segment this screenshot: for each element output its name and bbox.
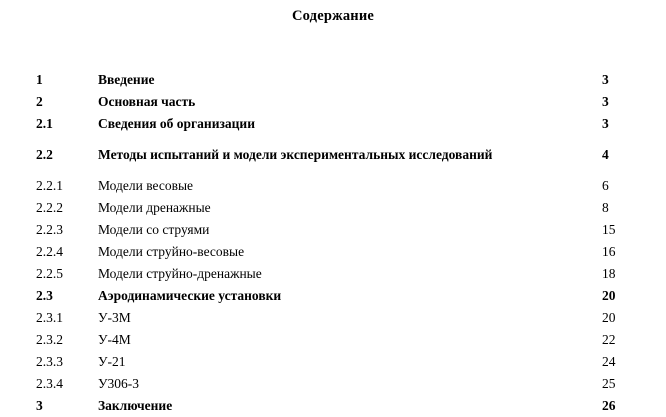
toc-entry-title-text: Модели со струями	[98, 222, 210, 238]
toc-entry-title[interactable]	[98, 245, 602, 259]
toc-entry-page: 24	[602, 354, 616, 370]
toc-entry-number: 3	[36, 398, 43, 414]
toc-entry-title-text: Модели струйно-весовые	[98, 244, 245, 260]
toc-entry-number: 2.2.1	[36, 178, 63, 194]
toc-entry[interactable]	[36, 69, 632, 91]
toc-entry-number: 2.2.2	[36, 200, 63, 216]
toc-entry[interactable]	[36, 241, 632, 263]
toc-entry-title[interactable]	[98, 148, 602, 162]
toc-entry-page: 8	[602, 200, 609, 216]
toc-entry-title[interactable]	[98, 223, 602, 237]
toc-entry-title-text: Модели дренажные	[98, 200, 211, 216]
toc-entry[interactable]	[36, 395, 632, 417]
toc-entry[interactable]	[36, 263, 632, 285]
toc-entry-title-text: У-21	[98, 354, 126, 370]
toc-entry-title[interactable]	[98, 311, 602, 325]
toc-entry[interactable]	[36, 91, 632, 113]
toc-entry-title[interactable]	[98, 267, 602, 281]
toc-entry-page: 16	[602, 244, 616, 260]
toc-entry[interactable]	[36, 219, 632, 241]
toc-entry-number: 2.2.4	[36, 244, 63, 260]
toc-entry-page: 6	[602, 178, 609, 194]
toc-entry-title[interactable]	[98, 289, 602, 303]
toc-entry-number: 2.2	[36, 147, 53, 163]
toc-entry-page: 3	[602, 94, 609, 110]
toc-entry-title-text: Введение	[98, 72, 155, 88]
toc-entry-page: 26	[602, 398, 616, 414]
toc-entry-title[interactable]	[98, 399, 602, 413]
toc-entry[interactable]	[36, 197, 632, 219]
toc-entry-page: 18	[602, 266, 616, 282]
toc-entry-title-text: Аэродинамические установки	[98, 288, 282, 304]
toc-entry-title-text: Сведения об организации	[98, 116, 255, 132]
toc-entry-title[interactable]	[98, 179, 602, 193]
toc-entry-number: 2.1	[36, 116, 53, 132]
toc-entry-page: 22	[602, 332, 616, 348]
toc-entry-page: 20	[602, 288, 616, 304]
toc-entry-title-text: Основная часть	[98, 94, 196, 110]
toc-entry-title-text: Модели весовые	[98, 178, 194, 194]
toc-entry-title[interactable]	[98, 355, 602, 369]
toc-entry-number: 2.3	[36, 288, 53, 304]
toc-entry-number: 2.3.1	[36, 310, 63, 326]
toc-entry-title-text: У306-3	[98, 376, 140, 392]
toc-entry-title[interactable]	[98, 117, 602, 131]
toc-entry-number: 2.3.3	[36, 354, 63, 370]
toc-entry-title-text: У-4М	[98, 332, 131, 348]
toc-entry-number: 2.3.4	[36, 376, 63, 392]
toc-entry-number: 2.3.2	[36, 332, 63, 348]
toc-entry-page: 25	[602, 376, 616, 392]
toc-entry[interactable]	[36, 135, 632, 175]
toc-entry-page: 20	[602, 310, 616, 326]
toc-entry-title[interactable]	[98, 95, 602, 109]
toc-entry-title-text: Модели струйно-дренажные	[98, 266, 262, 282]
toc-entry-page: 3	[602, 116, 609, 132]
table-of-contents	[0, 69, 666, 417]
toc-entry-title[interactable]	[98, 377, 602, 391]
toc-entry-number: 2.2.5	[36, 266, 63, 282]
toc-entry-title-text: Методы испытаний и модели экспериментальных исследований	[98, 147, 493, 163]
toc-entry-title-text: У-3М	[98, 310, 131, 326]
page-title: Содержание	[291, 8, 375, 24]
toc-entry-title-text: Заключение	[98, 398, 173, 414]
toc-entry[interactable]	[36, 351, 632, 373]
toc-entry[interactable]	[36, 373, 632, 395]
toc-entry[interactable]	[36, 113, 632, 135]
toc-entry-title[interactable]	[98, 333, 602, 347]
toc-entry-page: 15	[602, 222, 616, 238]
toc-entry[interactable]	[36, 285, 632, 307]
toc-entry-page: 4	[602, 147, 609, 163]
toc-entry[interactable]	[36, 307, 632, 329]
toc-entry-number: 1	[36, 72, 43, 88]
toc-entry-number: 2	[36, 94, 43, 110]
toc-entry[interactable]	[36, 175, 632, 197]
toc-entry-title[interactable]	[98, 73, 602, 87]
document-page	[0, 8, 666, 412]
toc-entry[interactable]	[36, 329, 632, 351]
toc-entry-page: 3	[602, 72, 609, 88]
toc-entry-title[interactable]	[98, 201, 602, 215]
toc-entry-number: 2.2.3	[36, 222, 63, 238]
